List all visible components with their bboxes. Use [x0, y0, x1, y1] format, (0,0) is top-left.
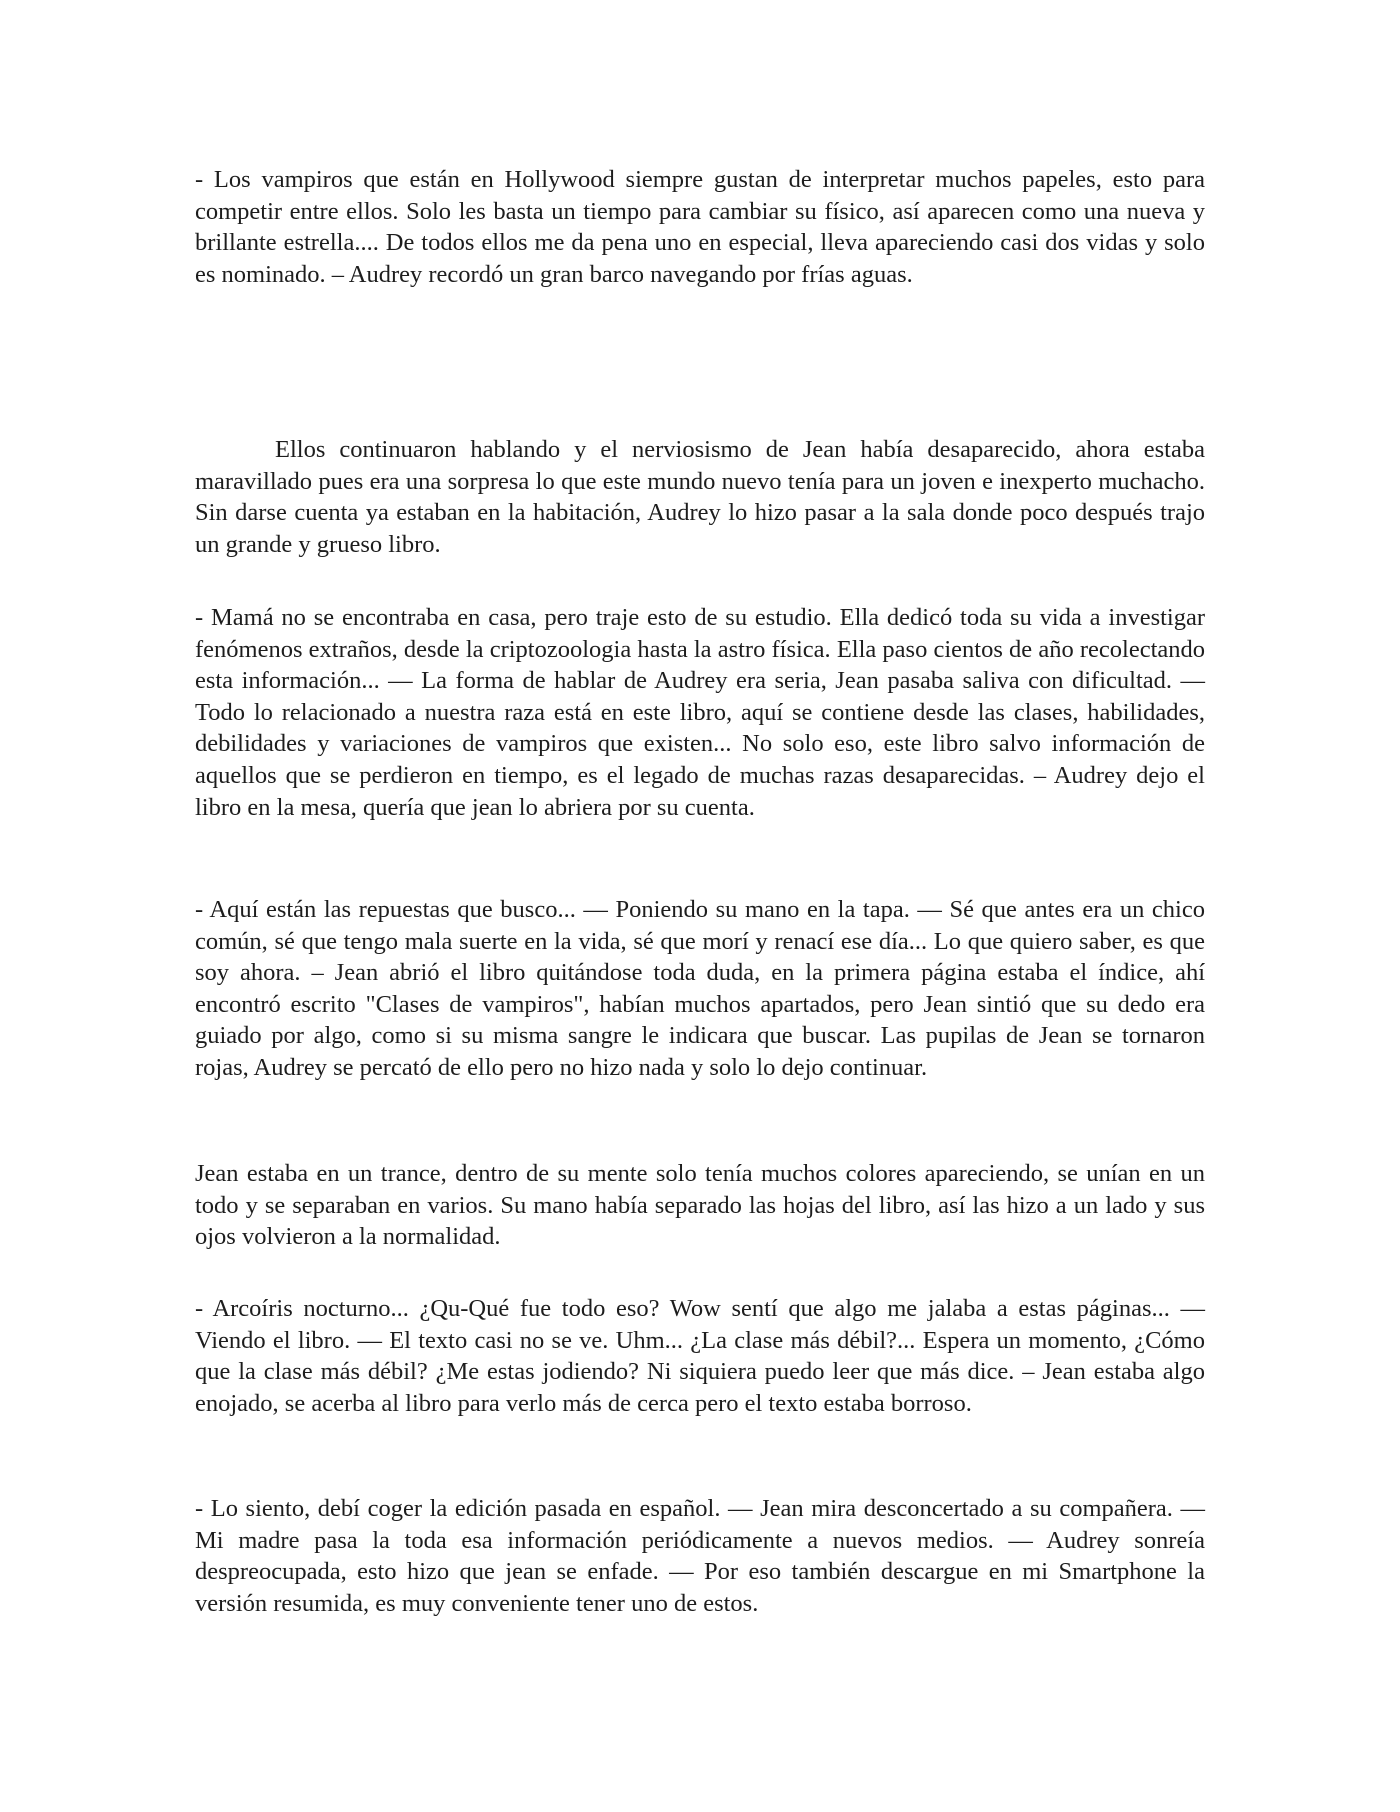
- paragraph-narration-room: Ellos continuaron hablando y el nerviosismo de Jean había desaparecido, ahora estaba maravillado pues era una sorpresa lo que este mundo nuevo tenía para un joven e inexperto muchacho. Sin darse cuenta ya estaban en la habitación, Audrey lo hizo pasar a la sala donde poco después trajo un grande y grueso libro.: [195, 436, 1205, 558]
- paragraph-dialogue-book: - Mamá no se encontraba en casa, pero traje esto de su estudio. Ella dedicó toda su vida a investigar fenómenos extraños, desde la criptozoologia hasta la astro física. Ella paso cientos de año recolectando esta información... — La forma de hablar de Audrey era seria, Jean pasaba saliva con dificultad. — Todo lo relacionado a nuestra raza está en este libro, aquí se contiene desde las clases, habilidades, debilidades y variaciones de vampiros que existen... No solo eso, este libro salvo información de aquellos que se perdieron en tiempo, es el legado de muchas razas desaparecidas. – Audrey dejo el libro en la mesa, quería que jean lo abriera por su cuenta.: [195, 604, 1205, 821]
- paragraph-dialogue-hollywood: - Los vampiros que están en Hollywood siempre gustan de interpretar muchos papeles, esto para competir entre ellos. Solo les basta un tiempo para cambiar su físico, así aparecen como una nueva y brillante estrella.... De todos ellos me da pena uno en especial, lleva apareciendo casi dos vidas y solo es nominado. – Audrey recordó un gran barco navegando por frías aguas.: [195, 166, 1205, 288]
- paragraph-dialogue-smartphone: - Lo siento, debí coger la edición pasada en español. — Jean mira desconcertado a su compañera. — Mi madre pasa la toda esa información periódicamente a nuevos medios. — Audrey sonreía despreocupada, esto hizo que jean se enfade. — Por eso también descargue en mi Smartphone la versión resumida, es muy conveniente tener uno de estos.: [195, 1495, 1205, 1617]
- paragraph-narration-trance: Jean estaba en un trance, dentro de su mente solo tenía muchos colores apareciendo, se unían en un todo y se separaban en varios. Su mano había separado las hojas del libro, así las hizo a un lado y sus ojos volvieron a la normalidad.: [195, 1160, 1205, 1251]
- paragraph-dialogue-answers: - Aquí están las repuestas que busco... — Poniendo su mano en la tapa. — Sé que antes era un chico común, sé que tengo mala suerte en la vida, sé que morí y renací ese día... Lo que quiero saber, es que soy ahora. – Jean abrió el libro quitándose toda duda, en la primera página estaba el índice, ahí encontró escrito "Clases de vampiros", habían muchos apartados, pero Jean sintió que su dedo era guiado por algo, como si su misma sangre le indicara que buscar. Las pupilas de Jean se tornaron rojas, Audrey se percató de ello pero no hizo nada y solo lo dejo continuar.: [195, 896, 1205, 1081]
- paragraph-dialogue-rainbow: - Arcoíris nocturno... ¿Qu-Qué fue todo eso? Wow sentí que algo me jalaba a estas páginas... — Viendo el libro. — El texto casi no se ve. Uhm... ¿La clase más débil?... Espera un momento, ¿Cómo que la clase más débil? ¿Me estas jodiendo? Ni siquiera puedo leer que más dice. – Jean estaba algo enojado, se acerba al libro para verlo más de cerca pero el texto estaba borroso.: [195, 1295, 1205, 1417]
